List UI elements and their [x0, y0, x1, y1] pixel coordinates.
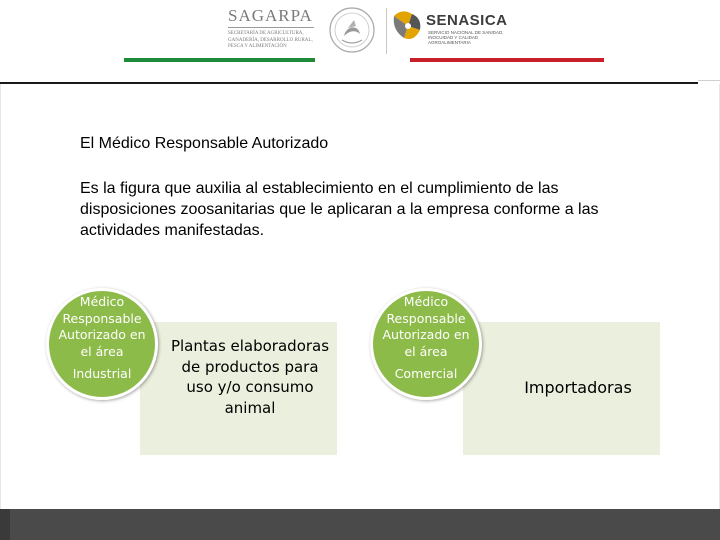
circle-comercial-line-1: Médico [403, 294, 449, 309]
sagarpa-subtitle: SECRETARÍA DE AGRICULTURA, GANADERÍA, DESARROLLO RURAL, PESCA Y ALIMENTACIÓN [228, 31, 313, 49]
circle-comercial-line-3: Autorizado en [382, 327, 470, 342]
header [0, 0, 720, 70]
circle-industrial [46, 288, 158, 400]
circle-comercial-area: Comercial [394, 366, 458, 381]
red-accent-bar [410, 58, 604, 62]
box-comercial-text: Importadoras [524, 378, 632, 397]
sagarpa-logo [222, 4, 322, 54]
circle-industrial-line-2: Responsable [62, 310, 142, 326]
circle-comercial-line-2: Responsable [386, 310, 466, 326]
footer-bar [0, 509, 720, 540]
circle-comercial-line-4: el área [404, 343, 448, 359]
senasica-subtitle: SERVICIO NACIONAL DE SANIDAD, INOCUIDAD Y CALIDAD AGROALIMENTARIA [428, 30, 504, 45]
senasica-logo [392, 8, 512, 48]
senasica-title: SENASICA [426, 12, 508, 29]
box-industrial [140, 322, 337, 455]
green-accent-bar [124, 58, 315, 62]
circle-industrial-line-3: Autorizado en [58, 327, 146, 342]
circle-industrial-line-4: el área [80, 343, 124, 359]
footer-accent [0, 509, 10, 540]
box-comercial [463, 322, 660, 455]
slide-heading: El Médico Responsable Autorizado [80, 135, 329, 152]
sagarpa-title: SAGARPA [228, 6, 313, 25]
header-divider [386, 8, 387, 54]
mexico-seal-icon [328, 6, 376, 54]
slide-paragraph: Es la figura que auxilia al establecimiento en el cumplimiento de las disposiciones zoosanitarias que le aplicaran a la empresa conforme a las actividades manifestadas. [80, 180, 599, 239]
sagarpa-rule [228, 27, 314, 28]
senasica-emblem-icon [392, 8, 424, 44]
circle-comercial [370, 288, 482, 400]
circle-industrial-area: Industrial [72, 366, 132, 381]
circle-industrial-line-1: Médico [79, 294, 125, 309]
box-industrial-text: Plantas elaboradoras de productos para uso y/o consumo animal [170, 337, 330, 417]
